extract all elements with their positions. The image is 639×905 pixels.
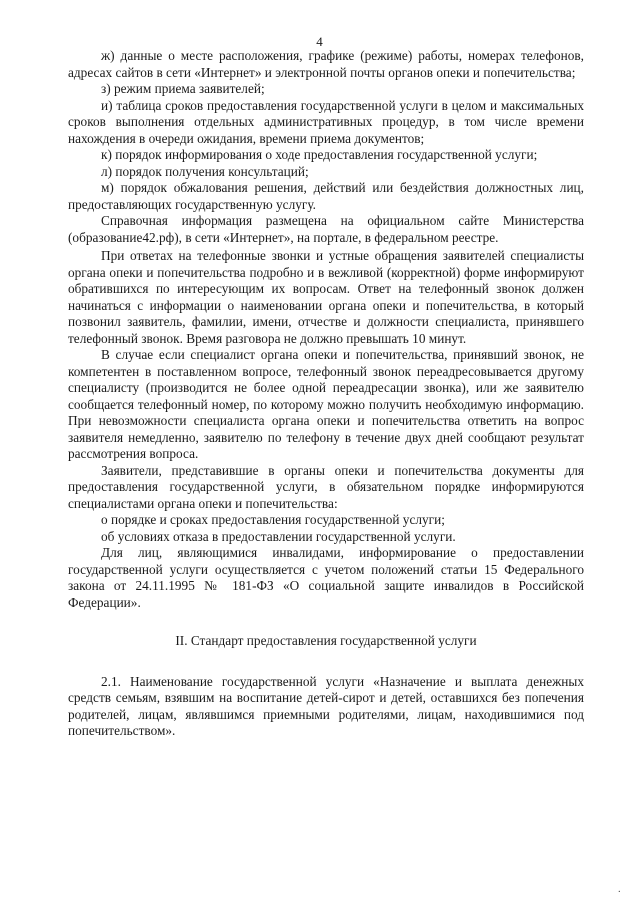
document-body — [68, 48, 584, 740]
paragraph-reference-info: Справочная информация размещена на официальном сайте Министерства (образование42.рф), в сети «Интернет», на портале, в федеральном реестре. — [68, 213, 584, 245]
paragraph-z: з) режим приема заявителей; — [101, 81, 265, 96]
paragraph-service-name: 2.1. Наименование государственной услуги «Назначение и выплата денежных средств семьям, взявшим на воспитание детей-сирот и детей, оставшихся без попечения родителей, лицам, являвшимся приемными родителями, лицам, находившимися под попечительством». — [68, 673, 584, 738]
paragraph-i: и) таблица сроков предоставления государственной услуги в целом и максимальных сроков выполнения отдельных административных процедур, в том числе времени нахождения в очереди ожидания, времени приема документов; — [68, 97, 584, 146]
paragraph-l: л) порядок получения консультаций; — [101, 163, 309, 179]
paragraph-m: м) порядок обжалования решения, действий или бездействия должностных лиц, предоставляющих государственную услугу. — [68, 180, 584, 212]
paragraph-disabled-persons: Для лиц, являющимися инвалидами, информирование о предоставлении государственной услуги осуществляется с учетом положений статьи 15 Федерального закона от 24.11.1995 № 181-ФЗ «О социальной защите инвалидов в Российской Федерации». — [68, 545, 584, 610]
paragraph-applicants-informed: Заявители, представившие в органы опеки и попечительства документы для предоставления государственной услуги, в обязательном порядке информируются специалистами органа опеки и попечительства: — [68, 462, 584, 511]
paragraph-refusal-conditions: об условиях отказа в предоставлении государственной услуги. — [101, 528, 456, 544]
paragraph-order-and-terms: о порядке и сроках предоставления государственной услуги; — [101, 512, 445, 527]
paragraph-k: к) порядок информирования о ходе предоставления государственной услуги; — [101, 147, 538, 162]
page-number: 4 — [316, 34, 323, 49]
paragraph-zh: ж) данные о месте расположения, графике (режиме) работы, номерах телефонов, адресах сайтов в сети «Интернет» и электронной почты органов опеки и попечительства; — [68, 48, 584, 80]
section-heading: II. Стандарт предоставления государственной услуги — [175, 633, 477, 648]
scan-mark: · — [617, 887, 621, 898]
paragraph-redirect-call: В случае если специалист органа опеки и попечительства, принявший звонок, не компетентен в поставленном вопросе, телефонный звонок переадресовывается другому специалисту (производится не более одной переадресации звонка), или же заявителю сообщается телефонный номер, по которому можно получить необходимую информацию. При невозможности специалиста органа опеки и попечительства ответить на вопрос заявителя немедленно, заявителю по телефону в течение двух дней сообщают результат рассмотрения вопроса. — [68, 347, 584, 461]
paragraph-phone-answers: При ответах на телефонные звонки и устные обращения заявителей специалисты органа опеки и попечительства подробно и в вежливой (корректной) форме информируют обратившихся по интересующим их вопросам. Ответ на телефонный звонок должен начинаться с информации о наименовании органа опеки и попечительства, в который позвонил заявитель, фамилии, имени, отчестве и должности специалиста, принявшего телефонный звонок. Время разговора не должно превышать 10 минут. — [68, 248, 584, 346]
